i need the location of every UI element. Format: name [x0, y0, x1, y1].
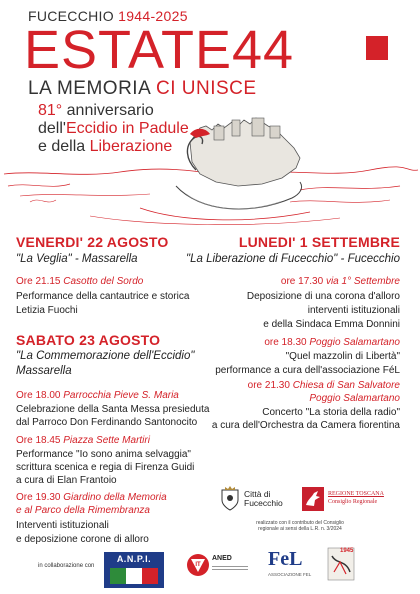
motto-part-2: CI UNISCE — [155, 78, 257, 99]
lunedi-time-2: ore 18.30 — [264, 337, 307, 348]
venerdi-description-1: Performance della cantautrice e storica — [16, 291, 190, 302]
region-logo-text — [328, 490, 384, 506]
event-title: ESTATE44 — [24, 20, 295, 80]
fel-logo-text: FeL — [268, 548, 303, 570]
anniversary-number: 81° — [38, 102, 63, 119]
region-line-2: Consiglio Regionale — [328, 499, 378, 505]
city-logo-line-1: Città di — [244, 489, 271, 499]
sabato-event-3-desc-1: Interventi istituzionali — [16, 520, 109, 531]
anpi-logo — [104, 552, 164, 588]
sabato-time-1: Ore 18.00 — [16, 390, 61, 401]
venerdi-event-time — [16, 276, 143, 287]
swan-castle-illustration — [0, 112, 420, 230]
sabato-place-3a: Giardino della Memoria — [63, 492, 167, 503]
aned-subtitle-lines — [212, 564, 248, 572]
sabato-place-3b: e al Parco della Rimembranza — [16, 505, 150, 516]
lunedi-place-2: Poggio Salamartano — [309, 337, 400, 348]
sabato-subtitle-1: "La Commemorazione dell'Eccidio" — [16, 350, 195, 362]
anniversary-word: anniversario — [66, 102, 154, 119]
lunedi-place-3a: Chiesa di San Salvatore — [292, 380, 400, 391]
lunedi-event-1-desc-1: Deposizione di una corona d'alloro — [246, 291, 400, 302]
sabato-event-1-time — [16, 390, 179, 401]
region-line-1: REGIONE TOSCANA — [328, 491, 384, 497]
sabato-event-3-desc-2: e deposizione corone di alloro — [16, 534, 149, 545]
aned-text: ANED — [212, 555, 232, 562]
city-logo-text — [244, 490, 283, 508]
motto-part-1: LA MEMORIA — [28, 78, 151, 99]
lunedi-event-3-place-2 — [309, 393, 400, 404]
liberazione-prefix: e della — [38, 138, 90, 155]
lunedi-event-2-desc-2: performance a cura dell'associazione FéL — [215, 365, 400, 376]
lunedi-event-3-desc-1: Concerto "La storia della radio" — [262, 407, 400, 418]
lunedi-subtitle: "La Liberazione di Fucecchio" - Fucecchio — [186, 253, 400, 265]
sabato-event-2-desc-2: scrittura scenica e regia di Firenza Guidi — [16, 462, 195, 473]
lunedi-event-2-desc-1: "Quel mazzolin di Libertà" — [285, 351, 400, 362]
lunedi-place-1: via 1° Settembre — [325, 276, 400, 287]
lunedi-time-3: ore 21.30 — [247, 380, 290, 391]
years: 1944-2025 — [118, 8, 188, 24]
sabato-event-2-desc-3: a cura di Elan Frantoio — [16, 475, 117, 486]
red-square-mark — [366, 36, 388, 60]
sabato-event-2-time — [16, 435, 150, 446]
sabato-place-1: Parrocchia Pieve S. Maria — [63, 390, 179, 401]
ribbon-year: 1945 — [340, 548, 354, 554]
venerdi-subtitle: "La Veglia" - Massarella — [16, 253, 138, 265]
venerdi-place: Casotto del Sordo — [63, 276, 144, 287]
day-heading-venerdi: VENERDI' 22 AGOSTO — [16, 234, 169, 250]
anpi-flag-icon — [110, 568, 158, 584]
eccidio-prefix: dell' — [38, 120, 66, 137]
aned-triangle-icon — [186, 553, 210, 577]
lunedi-time-1: ore 17.30 — [280, 276, 324, 287]
sabato-event-3-time — [16, 492, 167, 503]
sabato-event-1-desc-2: dal Parroco Don Ferdinando Santonocito — [16, 417, 198, 428]
fel-subtitle: ASSOCIAZIONE FEL — [268, 572, 312, 577]
anpi-text: A.N.P.I. — [116, 554, 152, 564]
venerdi-description-2: Letizia Fuochi — [16, 305, 78, 316]
city-crest-icon — [220, 486, 240, 512]
lunedi-event-2-time — [264, 337, 400, 348]
city-logo-line-2: Fucecchio — [244, 498, 283, 508]
day-heading-sabato: SABATO 23 AGOSTO — [16, 332, 161, 348]
contribution-line-1: realizzato con il contributo del Consiglio — [256, 520, 344, 526]
sabato-event-1-desc-1: Celebrazione della Santa Messa presieduta — [16, 404, 210, 415]
svg-text:IT: IT — [195, 562, 201, 568]
sabato-place-2: Piazza Sette Martiri — [63, 435, 150, 446]
day-heading-lunedi: LUNEDI' 1 SETTEMBRE — [238, 234, 400, 250]
motto — [28, 78, 257, 100]
lunedi-event-1-time — [281, 276, 400, 287]
lunedi-event-1-desc-3: e della Sindaca Emma Donnini — [263, 319, 400, 330]
contribution-line-2: regionale ai sensi della L.R. n. 3/2024 — [258, 526, 342, 532]
lunedi-event-3-time — [248, 380, 400, 391]
region-tuscany-logo — [302, 487, 324, 511]
contribution-note — [240, 520, 360, 532]
eccidio-text: Eccidio in Padule — [65, 120, 189, 137]
sabato-event-3-place-2 — [16, 505, 150, 516]
sabato-event-2-desc-1: Performance "Io sono anima selvaggia" — [16, 449, 191, 460]
sabato-time-2: Ore 18.45 — [16, 435, 61, 446]
sabato-subtitle-2: Massarella — [16, 365, 72, 377]
lunedi-place-3b: Poggio Salamartano — [309, 393, 400, 404]
city-name: FUCECCHIO — [28, 8, 114, 24]
pegasus-icon — [302, 487, 324, 511]
collaboration-label: in collaborazione con — [38, 563, 95, 569]
lunedi-event-3-desc-2: a cura dell'Orchestra da Camera fiorentina — [211, 420, 400, 431]
liberazione-text: Liberazione — [89, 138, 173, 155]
lunedi-event-1-desc-2: interventi istituzionali — [307, 305, 400, 316]
venerdi-time: Ore 21.15 — [16, 276, 61, 287]
sabato-time-3: Ore 19.30 — [16, 492, 61, 503]
